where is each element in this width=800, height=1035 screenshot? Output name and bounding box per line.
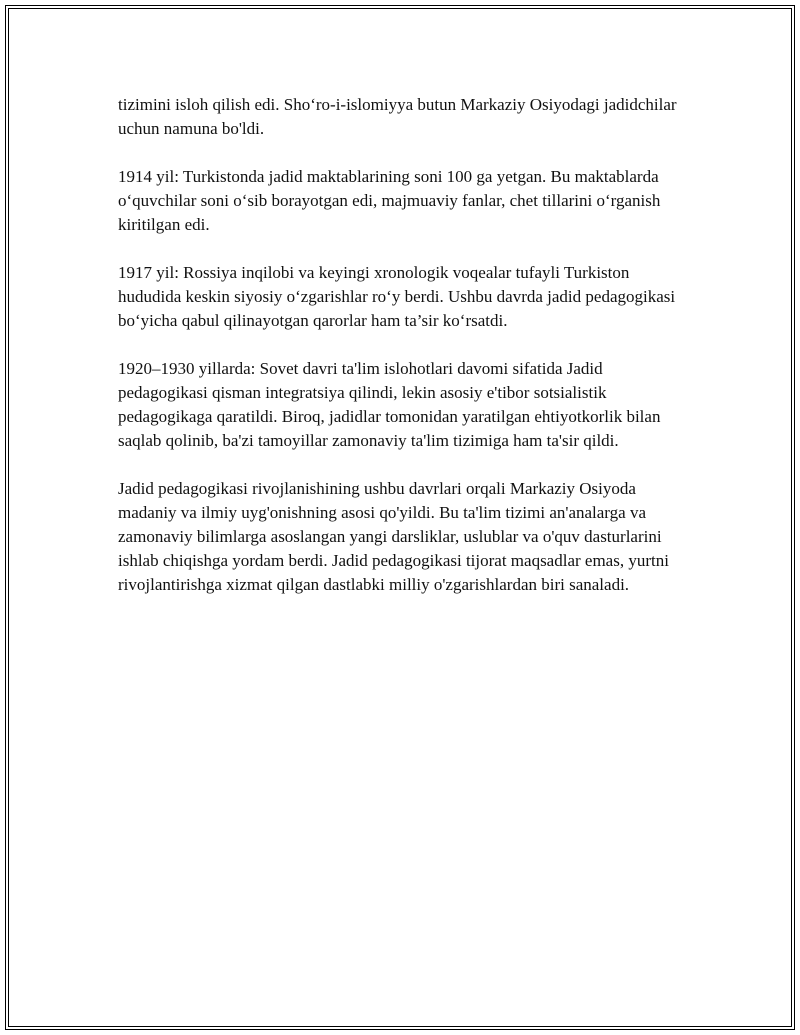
document-body	[118, 93, 688, 621]
paragraph-1917: 1917 yil: Rossiya inqilobi va keyingi xronologik voqealar tufayli Turkiston hududida keskin siyosiy o‘zgarishlar ro‘y berdi. Ushbu davrda jadid pedagogikasi bo‘yicha qabul qilinayotgan qarorlar ham ta’sir ko‘rsatdi.	[118, 263, 676, 330]
paragraph-conclusion: Jadid pedagogikasi rivojlanishining ushbu davrlari orqali Markaziy Osiyoda madaniy va ilmiy uyg'onishning asosi qo'yildi. Bu ta'lim tizimi an'analarga va zamonaviy bilimlarga asoslangan yangi darsliklar, uslublar va o'quv dasturlarini ishlab chiqishga yordam berdi. Jadid pedagogikasi tijorat maqsadlar emas, yurtni rivojlantirishga xizmat qilgan dastlabki milliy o'zgarishlardan biri sanaladi.	[118, 479, 669, 594]
paragraph-1920-1930: 1920–1930 yillarda: Sovet davri ta'lim islohotlari davomi sifatida Jadid pedagogikasi qisman integratsiya qilindi, lekin asosiy e'tibor sotsialistik pedagogikaga qaratildi. Biroq, jadidlar tomonidan yaratilgan ehtiyotkorlik bilan saqlab qolinib, ba'zi tamoyillar zamonaviy ta'lim tizimiga ham ta'sir qildi.	[118, 359, 661, 450]
paragraph-continuation: tizimini isloh qilish edi. Sho‘ro-i-islomiyya butun Markaziy Osiyodagi jadidchilar uchun namuna bo'ldi.	[118, 95, 677, 138]
paragraph-1914: 1914 yil: Turkistonda jadid maktablarining soni 100 ga yetgan. Bu maktablarda o‘quvchilar soni o‘sib borayotgan edi, majmuaviy fanlar, chet tillarini o‘rganish kiritilgan edi.	[118, 167, 661, 234]
